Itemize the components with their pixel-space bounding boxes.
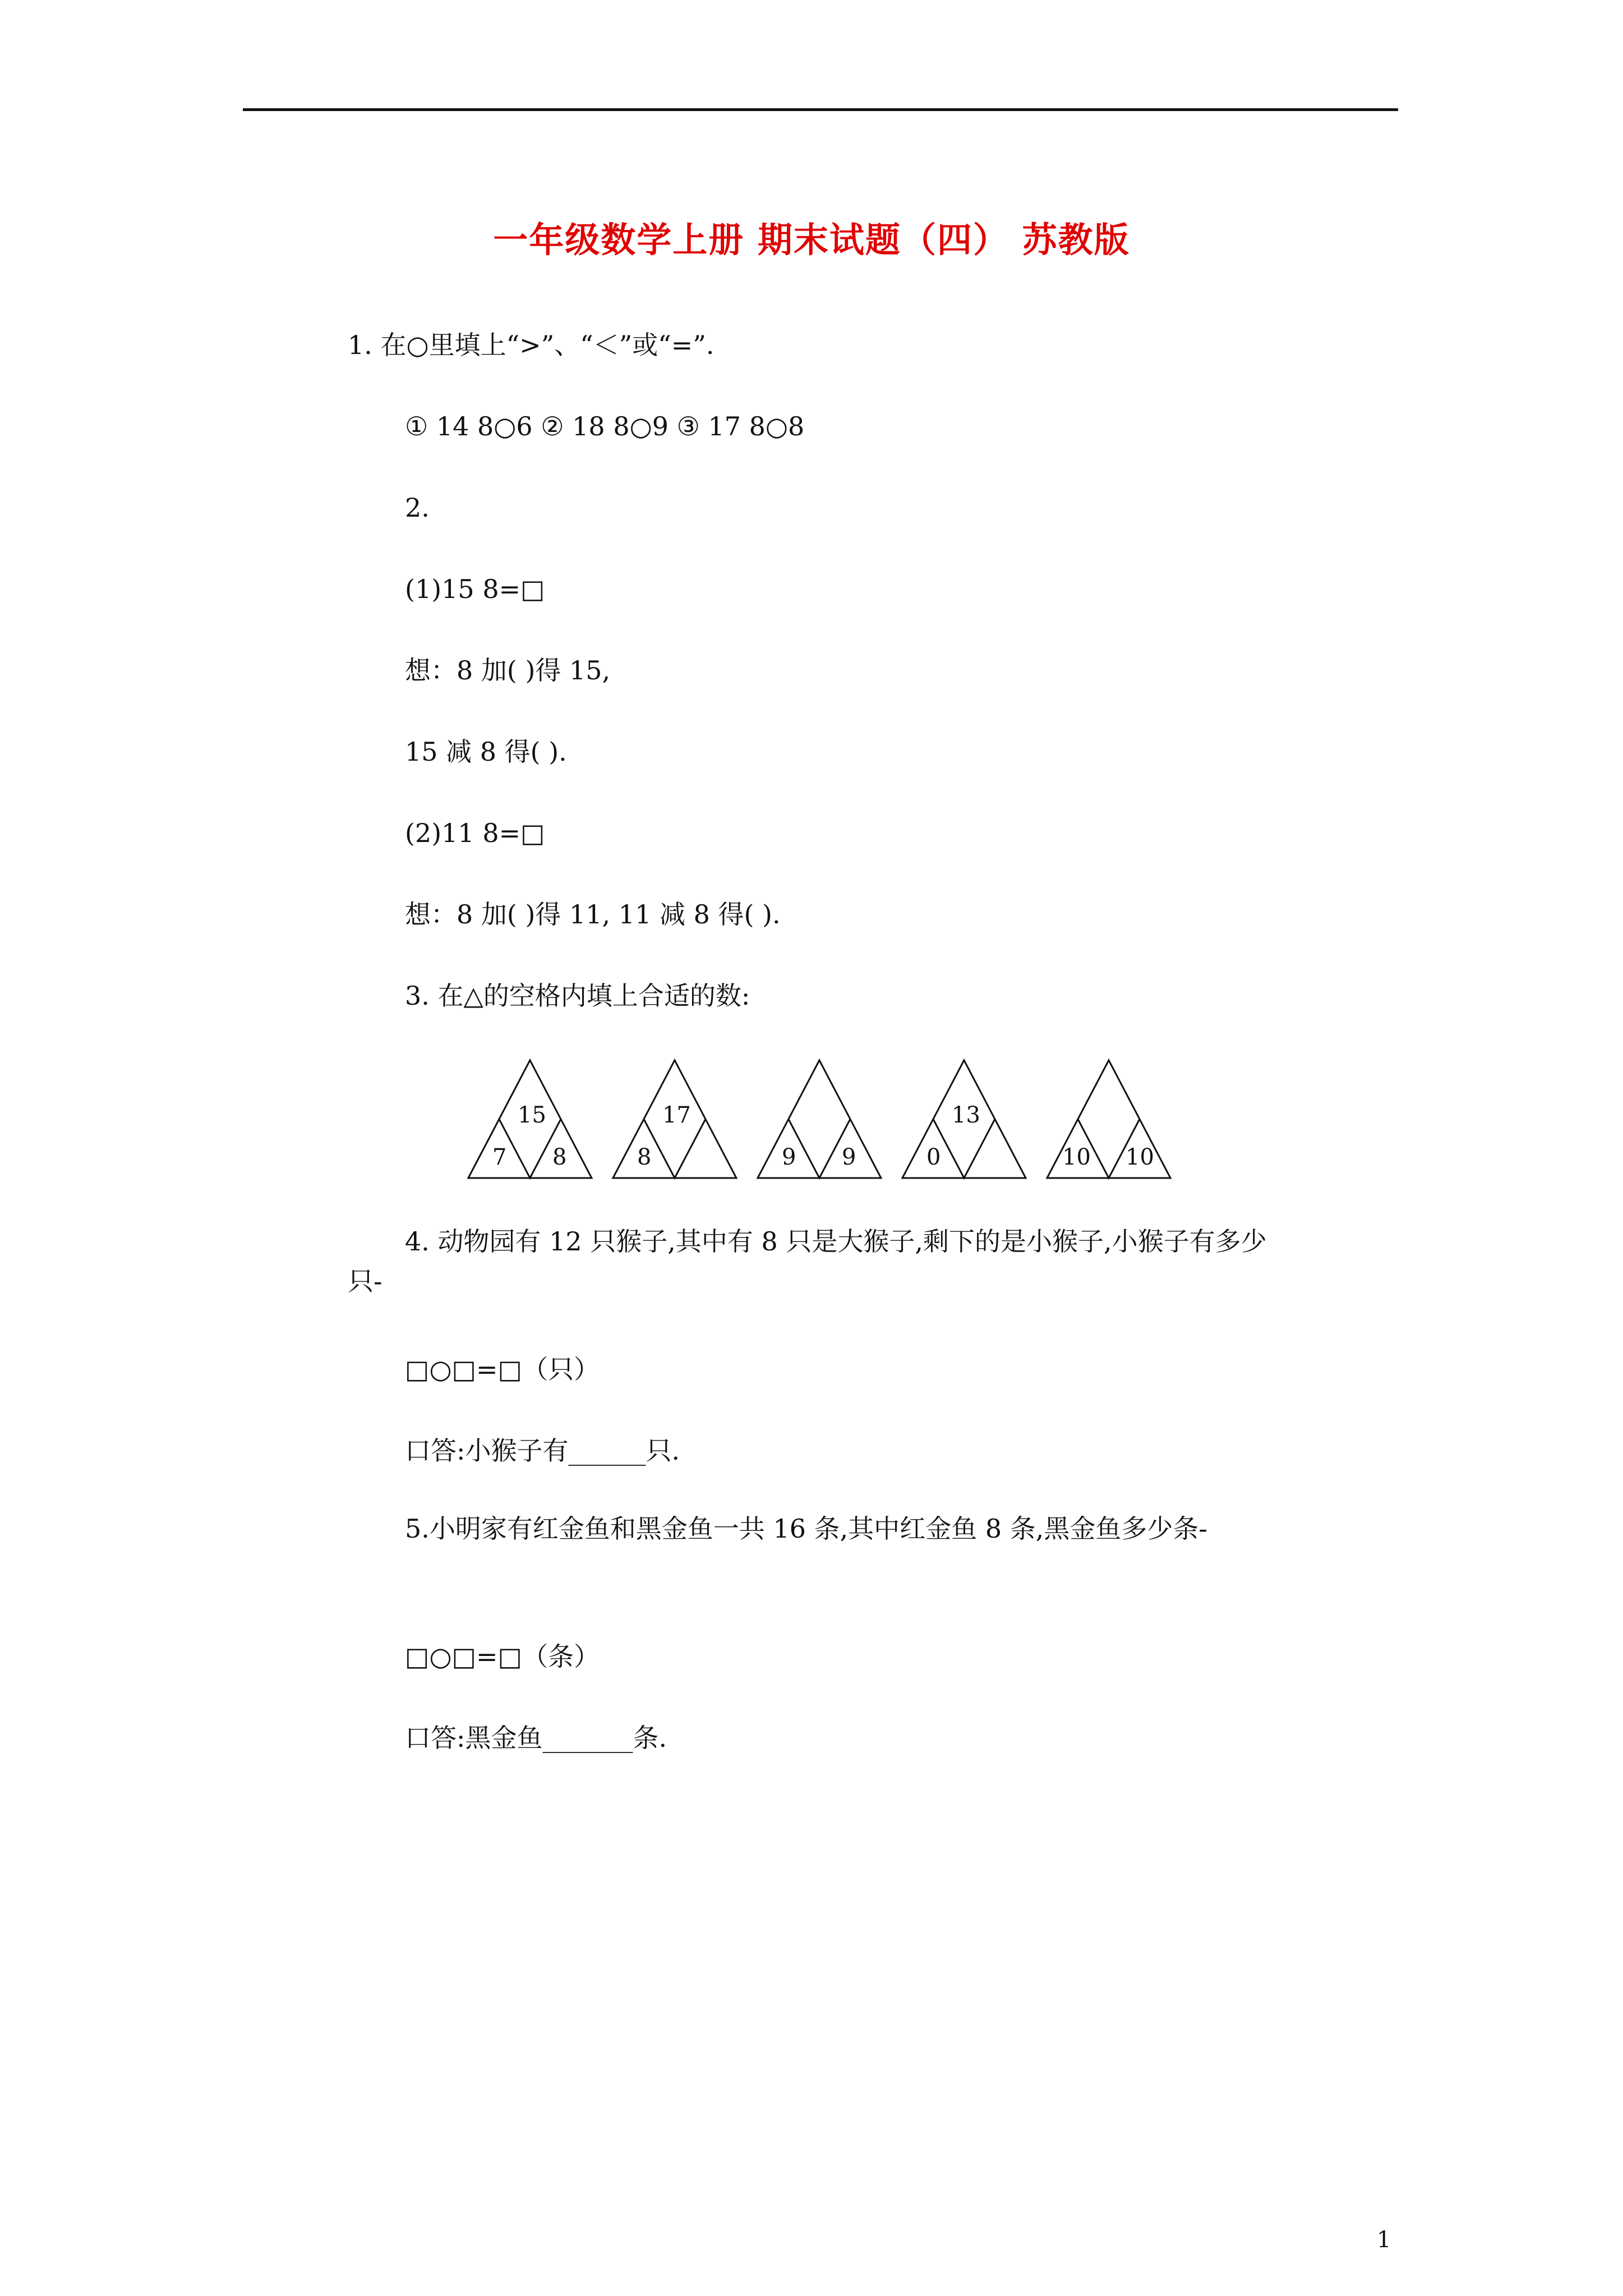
number-triangle	[900, 1057, 1029, 1184]
header-rule	[243, 108, 1398, 111]
triangle-right-number: 8	[552, 1144, 567, 1170]
triangle-top-number: 13	[952, 1102, 980, 1128]
triangle-top-number: 15	[518, 1102, 546, 1128]
number-triangle	[755, 1057, 884, 1184]
number-triangle	[465, 1057, 594, 1184]
triangle-right-number: 10	[1126, 1144, 1154, 1170]
number-triangle	[1044, 1057, 1173, 1184]
q3-prompt: 3. 在△的空格内填上合适的数:	[405, 981, 750, 1011]
q1-items: ① 14 8○6 ② 18 8○9 ③ 17 8○8	[405, 411, 805, 441]
q4-equation: □○□=□（只）	[405, 1354, 600, 1384]
q5-prompt: 5.小明家有红金鱼和黑金鱼一共 16 条,其中红金鱼 8 条,黑金鱼多少条-	[405, 1513, 1207, 1544]
page-title: 一年级数学上册 期末试题（四） 苏教版	[493, 219, 1130, 260]
triangle-left-number: 10	[1062, 1144, 1091, 1170]
triangle-left-number: 7	[492, 1144, 507, 1170]
q2-part2-expression: (2)11 8=□	[405, 818, 545, 848]
triangle-right-number: 9	[842, 1144, 856, 1170]
page-number: 1	[1377, 2227, 1391, 2253]
triangle-left-number: 9	[782, 1144, 796, 1170]
q2-part2-think: 想：8 加( )得 11, 11 减 8 得( ).	[405, 899, 781, 930]
q2-part1-expression: (1)15 8=□	[405, 574, 545, 604]
triangle-top-number: 17	[662, 1102, 691, 1128]
q4-answer: 口答:小猴子有______只.	[405, 1435, 680, 1466]
q2-part1-sub: 15 减 8 得( ).	[405, 737, 567, 767]
q2-number: 2.	[405, 493, 430, 523]
triangle-diagram-row	[465, 1057, 1178, 1184]
triangle-left-number: 0	[926, 1144, 941, 1170]
q1-prompt: 1. 在○里填上“>”、“＜”或“=”.	[348, 330, 714, 360]
q5-answer: 口答:黑金鱼_______条.	[405, 1723, 667, 1753]
triangle-left-number: 8	[637, 1144, 652, 1170]
number-triangle	[610, 1057, 739, 1184]
q2-part1-think: 想：8 加( )得 15,	[405, 655, 611, 685]
q5-equation: □○□=□（条）	[405, 1641, 600, 1672]
q4-prompt: 4. 动物园有 12 只猴子,其中有 8 只是大猴子,剩下的是小猴子,小猴子有多少只-	[348, 1226, 1267, 1297]
